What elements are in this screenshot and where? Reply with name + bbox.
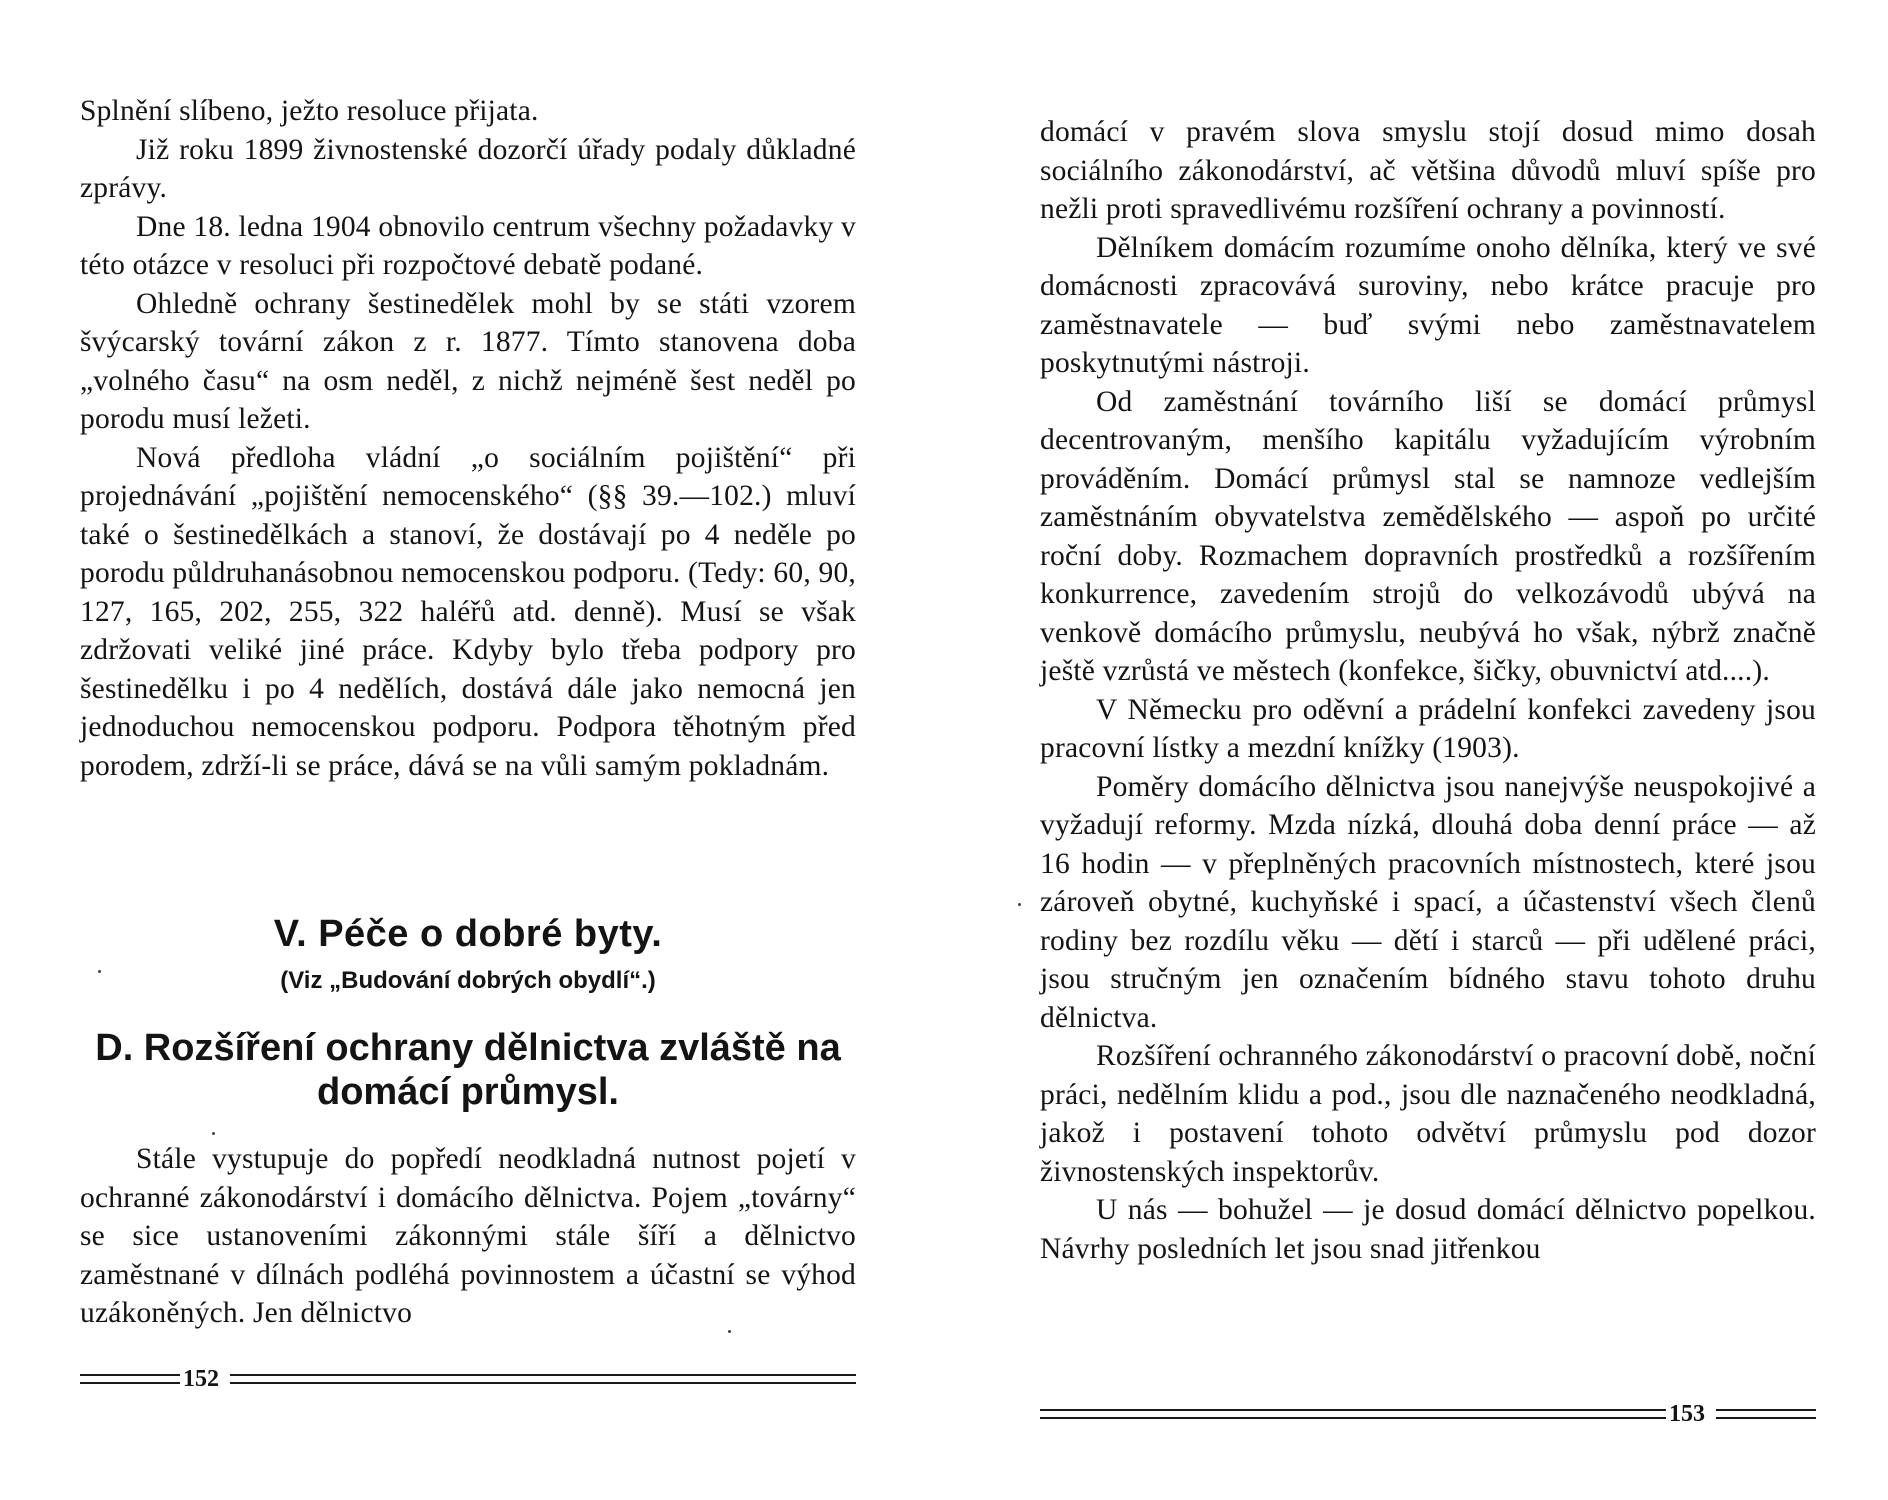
paragraph: Dne 18. ledna 1904 obnovilo centrum všechny požadavky v této otázce v resoluci při rozpočtové debatě podané. — [80, 210, 856, 281]
chapter-heading: D. Rozšíření ochrany dělnictva zvláště na domácí průmysl. — [95, 1027, 841, 1113]
paragraph: Dělníkem domácím rozumíme onoho dělníka, který ve své domácnosti zpracovává suroviny, nebo krátce pracuje pro zaměstnavatele — buď svými nebo zaměstnavatelem poskytnutými nástroji. — [1040, 231, 1816, 379]
page-number: 153 — [1669, 1401, 1705, 1427]
left-page — [80, 0, 856, 1500]
scan-speck — [728, 1330, 731, 1333]
section-heading: V. Péče o dobré byty. — [273, 913, 663, 955]
paragraph: domácí v pravém slova smyslu stojí dosud mimo dosah sociálního zákonodárství, ač většina důvodů mluví spíše pro nežli proti spravedlivému rozšíření ochrany a povinností. — [1040, 116, 1816, 225]
paragraph: Ohledně ochrany šestinedělek mohl by se státi vzorem švýcarský tovární zákon z r. 1877. Tímto stanovena doba „volného času“ na osm neděl, z nichž nejméně šest neděl po porodu musí ležeti. — [80, 287, 856, 435]
paragraph: Splnění slíbeno, ježto resoluce přijata. — [80, 95, 539, 127]
section-subheading: (Viz „Budování dobrých obydlí“.) — [280, 967, 656, 994]
footer-rule — [1040, 1409, 1666, 1419]
paragraph: Od zaměstnání továrního liší se domácí průmysl decentrovaným, menšího kapitálu vyžadujícím výrobním prováděním. Domácí průmysl stal se namnoze vedlejším zaměstnáním obyvatelstva zemědělského — aspoň po určité roční doby. Rozmachem dopravních prostředků a rozšířením konkurrence, zavedením strojů do velkozávodů ubývá na venkově domácího průmyslu, neubývá ho však, nýbrž značně ještě vzrůstá ve městech (konfekce, šičky, obuvnictví atd....). — [1040, 385, 1816, 687]
left-page-body — [80, 92, 856, 785]
footer-rule — [230, 1374, 856, 1384]
paragraph: U nás — bohužel — je dosud domácí dělnictvo popelkou. Návrhy posledních let jsou snad jitřenkou — [1040, 1194, 1816, 1265]
footer-rule — [1716, 1409, 1816, 1419]
scan-speck — [98, 970, 101, 973]
page-footer — [80, 1365, 856, 1395]
footer-rule — [80, 1374, 180, 1384]
page-footer — [1040, 1400, 1816, 1430]
right-page-body — [1040, 113, 1816, 1268]
paragraph: Rozšíření ochranného zákonodárství o pracovní době, noční práci, nedělním klidu a pod., jsou dle naznačeného neodkladná, jakož i postavení tohoto odvětví průmyslu pod dozor živnostenských inspektorův. — [1040, 1040, 1817, 1188]
paragraph: Již roku 1899 živnostenské dozorčí úřady podaly důkladné zprávy. — [80, 133, 856, 204]
scan-speck — [1018, 903, 1021, 906]
paragraph: Poměry domácího dělnictva jsou nanejvýše neuspokojivé a vyžadují reformy. Mzda nízká, dlouhá doba denní práce — až 16 hodin — v přeplněných pracovních místnostech, které jsou zároveň obytné, kuchyňské i spací, a účastenství všech členů rodiny bez rozdílu věku — dětí i starců — při udělené práci, jsou stručným jen označením bídného stavu tohoto druhu dělnictva. — [1040, 770, 1816, 1034]
paragraph: V Německu pro oděvní a prádelní konfekci zavedeny jsou pracovní lístky a mezdní knížky (1903). — [1040, 693, 1816, 764]
right-page — [1040, 0, 1816, 1500]
scan-speck — [212, 1132, 215, 1135]
page-number: 152 — [183, 1366, 219, 1392]
left-page-body-continued — [80, 1140, 856, 1333]
paragraph: Nová předloha vládní „o sociálním pojištění“ při projednávání „pojištění nemocenského“ (§§ 39.—102.) mluví také o šestinedělkách a stanoví, že dostávají po 4 neděle po porodu půldruhanásobnou nemocenskou podporu. (Tedy: 60, 90, 127, 165, 202, 255, 322 haléřů atd. denně). Musí se však zdržovati veliké jiné práce. Kdyby bylo třeba podpory pro šestinedělku i po 4 nedělích, dostává dále jako nemocná jen jednoduchou nemocenskou podporu. Podpora těhotným před porodem, zdrží-li se práce, dává se na vůli samým pokladnám. — [80, 441, 856, 782]
paragraph: Stále vystupuje do popředí neodkladná nutnost pojetí v ochranné zákonodárství i domácího dělnictva. Pojem „továrny“ se sice ustanoveními zákonnými stále šíří a dělnictvo zaměstnané v dílnách podléhá povinnostem a účastní se výhod uzákoněných. Jen dělnictvo — [80, 1143, 856, 1329]
